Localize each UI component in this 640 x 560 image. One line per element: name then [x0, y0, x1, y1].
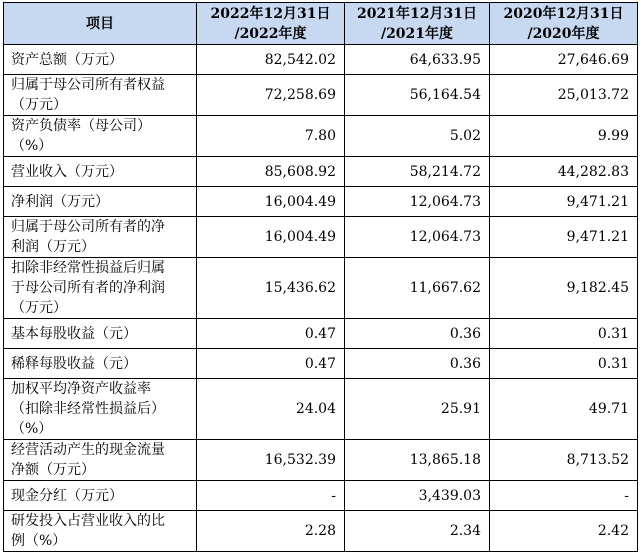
row-label-line: （万元） [11, 97, 67, 113]
cell-2020: 2.42 [490, 511, 638, 552]
row-label-line: 归属于母公司所有者的净 [11, 219, 165, 235]
table-header-row [4, 3, 638, 45]
row-label-line: 稀释每股收益（元） [11, 355, 137, 372]
cell-2021: 56,164.54 [345, 75, 490, 116]
cell-2022: 85,608.92 [197, 157, 345, 187]
row-label [4, 440, 197, 481]
row-label [4, 116, 197, 157]
row-label-line: （%） [11, 138, 53, 154]
header-item-label: 项目 [86, 15, 114, 32]
row-label-line: 现金分红（万元） [11, 487, 123, 504]
cell-2022: 7.80 [197, 116, 345, 157]
row-label-line: 资产负债率（母公司） [11, 118, 151, 134]
cell-2020: 9,182.45 [490, 258, 638, 319]
cell-2021: 5.02 [345, 116, 490, 157]
header-2022-line1: 2022年12月31日 [210, 5, 331, 22]
table-row [4, 45, 638, 75]
row-label-line: 例（%） [11, 533, 67, 549]
row-label [4, 157, 197, 187]
header-2021 [345, 3, 490, 45]
table-row [4, 258, 638, 319]
row-label [4, 187, 197, 217]
cell-2020: 8,713.52 [490, 440, 638, 481]
row-label [4, 75, 197, 116]
table-row [4, 511, 638, 552]
row-label [4, 217, 197, 258]
cell-2021: 25.91 [345, 379, 490, 440]
table-row [4, 75, 638, 116]
table-row [4, 379, 638, 440]
cell-2022: 24.04 [197, 379, 345, 440]
cell-2021: 0.36 [345, 319, 490, 349]
row-label-line: 经营活动产生的现金流量 [11, 442, 165, 458]
row-label-line: 扣除非经常性损益后归属 [11, 260, 165, 276]
cell-2020: 25,013.72 [490, 75, 638, 116]
row-label [4, 258, 197, 319]
cell-2020: 0.31 [490, 319, 638, 349]
table-row [4, 187, 638, 217]
cell-2021: 0.36 [345, 349, 490, 379]
cell-2022: 0.47 [197, 319, 345, 349]
cell-2022: 0.47 [197, 349, 345, 379]
header-2020-line1: 2020年12月31日 [503, 5, 624, 22]
table-body [4, 45, 638, 552]
cell-2022: 2.28 [197, 511, 345, 552]
row-label-line: 基本每股收益（元） [11, 325, 137, 342]
header-2021-line1: 2021年12月31日 [357, 5, 477, 22]
cell-2020: 44,282.83 [490, 157, 638, 187]
row-label [4, 45, 197, 75]
row-label-line: 加权平均净资产收益率 [11, 381, 151, 397]
cell-2021: 13,865.18 [345, 440, 490, 481]
cell-2020: - [490, 481, 638, 511]
row-label-line: 营业收入（万元） [11, 163, 123, 180]
row-label [4, 379, 197, 440]
row-label-line: 于母公司所有者的净利润 [11, 280, 165, 296]
row-label-line: 利润（万元） [11, 239, 95, 255]
row-label-line: 归属于母公司所有者权益 [11, 77, 165, 93]
table-row [4, 319, 638, 349]
cell-2022: 16,004.49 [197, 217, 345, 258]
cell-2020: 9,471.21 [490, 187, 638, 217]
row-label-line: 净额（万元） [11, 462, 95, 478]
cell-2022: - [197, 481, 345, 511]
header-2020-line2: /2020年度 [527, 25, 600, 42]
row-label-line: 资产总额（万元） [11, 51, 123, 68]
table-row [4, 440, 638, 481]
cell-2021: 11,667.62 [345, 258, 490, 319]
cell-2021: 3,439.03 [345, 481, 490, 511]
cell-2020: 0.31 [490, 349, 638, 379]
header-2020 [490, 3, 638, 45]
row-label-line: 净利润（万元） [11, 193, 109, 210]
cell-2020: 49.71 [490, 379, 638, 440]
cell-2020: 9,471.21 [490, 217, 638, 258]
row-label-line: 研发投入占营业收入的比 [11, 513, 165, 529]
header-2021-line2: /2021年度 [380, 25, 454, 42]
header-item [4, 3, 197, 45]
financial-summary-table [3, 2, 638, 552]
cell-2021: 58,214.72 [345, 157, 490, 187]
row-label-line: （扣除非经常性损益后） [11, 401, 165, 417]
row-label [4, 511, 197, 552]
cell-2022: 15,436.62 [197, 258, 345, 319]
cell-2022: 16,004.49 [197, 187, 345, 217]
cell-2021: 12,064.73 [345, 187, 490, 217]
row-label [4, 349, 197, 379]
cell-2021: 64,633.95 [345, 45, 490, 75]
row-label-line: （万元） [11, 300, 67, 316]
table-row [4, 349, 638, 379]
header-2022-line2: /2022年度 [234, 25, 307, 42]
cell-2022: 16,532.39 [197, 440, 345, 481]
cell-2020: 9.99 [490, 116, 638, 157]
table-row [4, 217, 638, 258]
header-2022 [197, 3, 345, 45]
cell-2021: 12,064.73 [345, 217, 490, 258]
cell-2020: 27,646.69 [490, 45, 638, 75]
cell-2021: 2.34 [345, 511, 490, 552]
table-row [4, 481, 638, 511]
row-label [4, 319, 197, 349]
table-row [4, 116, 638, 157]
row-label-line: （%） [11, 421, 53, 437]
table-row [4, 157, 638, 187]
cell-2022: 82,542.02 [197, 45, 345, 75]
cell-2022: 72,258.69 [197, 75, 345, 116]
row-label [4, 481, 197, 511]
